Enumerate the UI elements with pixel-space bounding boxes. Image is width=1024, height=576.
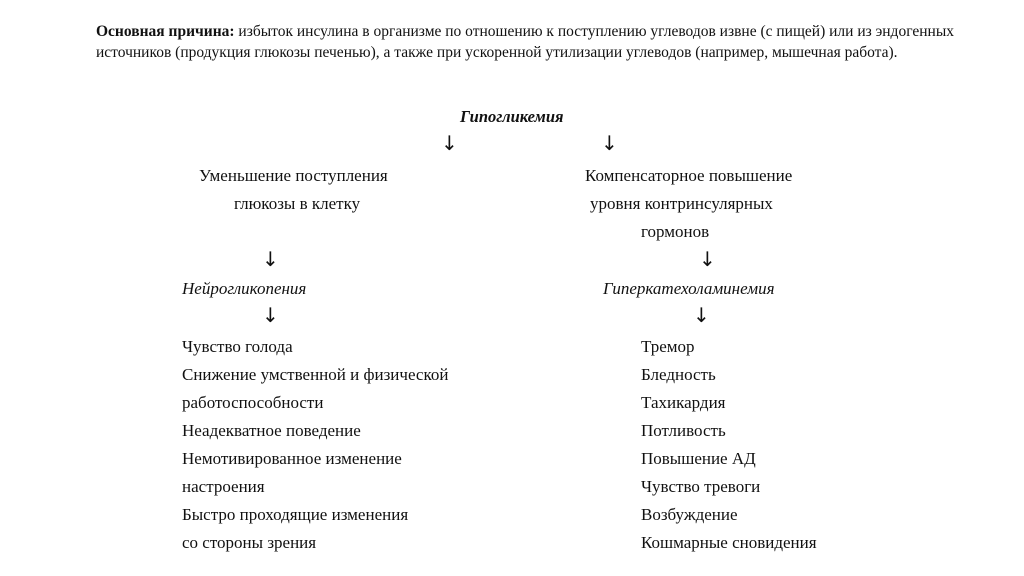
left-symptom: Чувство голода xyxy=(182,337,293,356)
left-symptom: Немотивированное изменение xyxy=(182,449,402,468)
arrow-down-icon: ↓ xyxy=(699,247,716,271)
left-symptom: Снижение умственной и физической xyxy=(182,365,449,384)
arrow-down-icon: ↓ xyxy=(601,131,618,155)
right-symptom: Бледность xyxy=(641,365,716,384)
arrow-down-icon: ↓ xyxy=(262,247,279,271)
right-symptom: Потливость xyxy=(641,421,726,440)
right-symptom: Чувство тревоги xyxy=(641,477,761,496)
left-cause-line-2: глюкозы в клетку xyxy=(234,194,361,213)
left-symptom: работоспособности xyxy=(182,393,324,412)
right-symptom: Возбуждение xyxy=(641,505,738,524)
right-symptom: Кошмарные сновидения xyxy=(641,533,817,552)
right-cause-line-2: уровня контринсулярных xyxy=(590,194,773,213)
left-symptom: настроения xyxy=(182,477,265,496)
right-cause-line-1: Компенсаторное повышение xyxy=(585,166,793,185)
intro-text: избыток инсулина в организме по отношению к поступлению углеводов извне (с пищей) или из эндогенных источников (продукция глюкозы печенью), а также при ускоренной утилизации углеводов (например, мышечная работа). xyxy=(96,23,954,61)
left-symptom: со стороны зрения xyxy=(182,533,317,552)
left-symptom: Быстро проходящие изменения xyxy=(182,505,409,524)
left-cause-line-1: Уменьшение поступления xyxy=(199,166,388,185)
right-syndrome: Гиперкатехоламинемия xyxy=(603,279,775,298)
intro-paragraph xyxy=(96,21,956,63)
right-symptom: Повышение АД xyxy=(641,449,756,468)
arrow-down-icon: ↓ xyxy=(441,131,458,155)
diagram-title: Гипогликемия xyxy=(460,107,564,126)
arrow-down-icon: ↓ xyxy=(262,303,279,327)
intro-lead: Основная причина: xyxy=(96,23,235,40)
right-symptom: Тахикардия xyxy=(641,393,726,412)
left-symptom: Неадекватное поведение xyxy=(182,421,361,440)
left-syndrome: Нейрогликопения xyxy=(182,279,307,298)
right-cause-line-3: гормонов xyxy=(641,222,710,241)
right-symptom: Тремор xyxy=(641,337,695,356)
arrow-down-icon: ↓ xyxy=(693,303,710,327)
